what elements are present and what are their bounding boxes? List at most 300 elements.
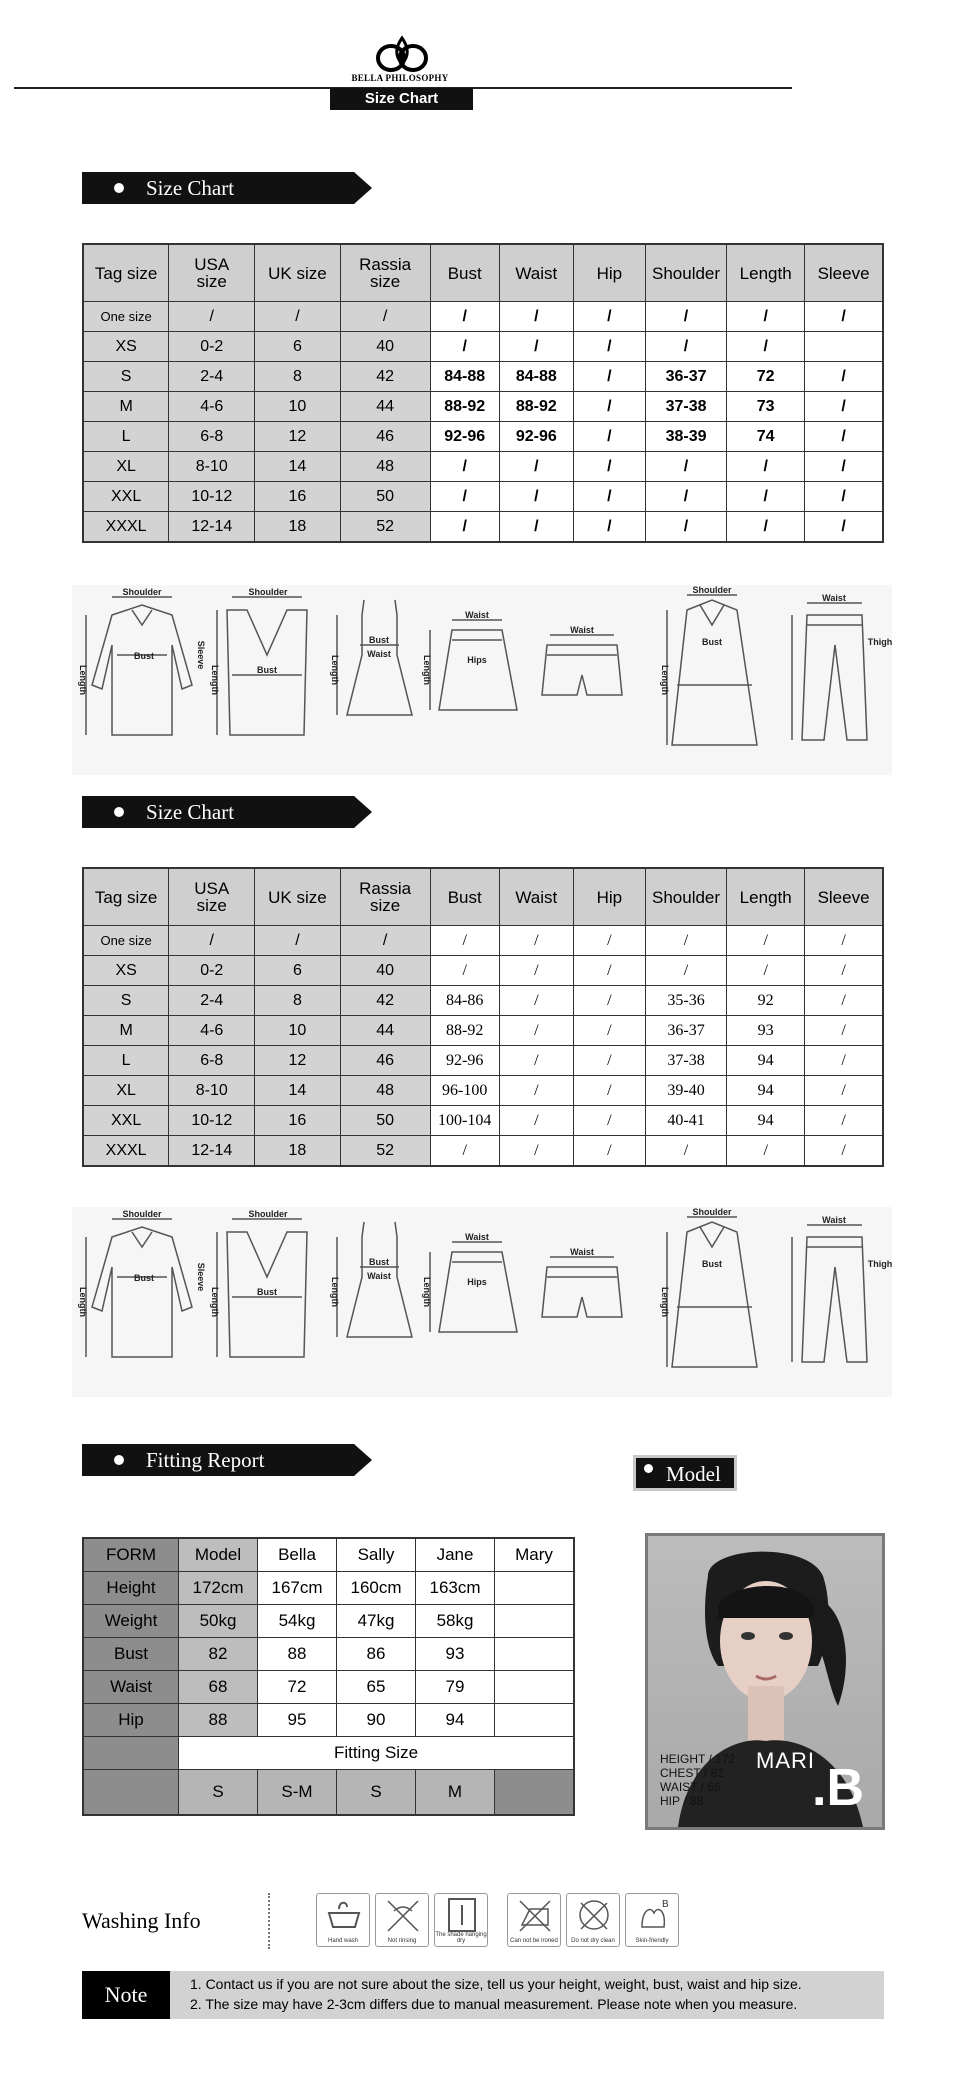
table-cell: / — [430, 452, 499, 482]
table-cell: / — [255, 302, 340, 332]
table-row — [83, 362, 883, 392]
shorts-diagram-icon — [542, 635, 622, 695]
table-cell: / — [255, 926, 340, 956]
table-cell: 14 — [255, 452, 340, 482]
table-cell: 92-96 — [499, 422, 573, 452]
svg-text:B: B — [662, 1899, 669, 1910]
table-cell: 100-104 — [430, 1106, 499, 1136]
table-cell: / — [573, 1016, 645, 1046]
table-cell: 0-2 — [169, 332, 255, 362]
table-cell: S — [83, 362, 169, 392]
model-stat-hip: HIP / 88 — [660, 1794, 704, 1808]
garment-label-length: Length — [330, 1277, 340, 1307]
table-cell: / — [805, 926, 883, 956]
shorts-diagram-icon — [542, 1257, 622, 1317]
table-cell: / — [805, 422, 883, 452]
table-cell: / — [340, 926, 430, 956]
table-cell: / — [573, 422, 645, 452]
garment-label-bust: Bust — [257, 665, 277, 675]
table-row — [83, 1136, 883, 1167]
model-stat-waist: WAIST / 66 — [660, 1780, 721, 1794]
table-cell: 52 — [340, 512, 430, 543]
table-cell: 50 — [340, 482, 430, 512]
table-cell: / — [805, 512, 883, 543]
table-cell: / — [499, 1076, 573, 1106]
table-row — [83, 1076, 883, 1106]
table-cell: / — [805, 986, 883, 1016]
garment-label-shoulder: Shoulder — [692, 585, 732, 595]
table-cell: / — [573, 1106, 645, 1136]
fit-cell: Waist — [83, 1671, 179, 1704]
garment-label-length: Length — [422, 1277, 432, 1307]
skin-friendly-icon — [625, 1893, 679, 1947]
table-cell: 93 — [727, 1016, 805, 1046]
table-cell: 38-39 — [645, 422, 726, 452]
table-cell: 4-6 — [169, 392, 255, 422]
table-cell: / — [727, 512, 805, 543]
table-cell: 10 — [255, 392, 340, 422]
washing-icon-label: Hand wash — [327, 1938, 359, 1944]
garment-label-waist: Waist — [570, 1247, 594, 1257]
fit-header-sally: Sally — [337, 1538, 416, 1572]
fit-cell: 160cm — [337, 1572, 416, 1605]
header-hip: Hip — [573, 244, 645, 302]
table-cell: / — [805, 1046, 883, 1076]
bullet-icon — [114, 807, 124, 817]
table-cell: One size — [83, 926, 169, 956]
table-cell: / — [645, 926, 726, 956]
table-cell: / — [499, 512, 573, 543]
note-line-1: 1. Contact us if you are not sure about the size, tell us your height, weight, bust, waist and hip size. — [190, 1976, 802, 1992]
fitting-report-table — [82, 1537, 575, 1816]
fitting-size-cell: S — [179, 1770, 258, 1816]
model-brand-mark: .B — [812, 1759, 864, 1817]
table-cell: L — [83, 1046, 169, 1076]
garment-label-waist: Waist — [465, 610, 489, 620]
table-row — [83, 332, 883, 362]
hand-wash-icon — [316, 1893, 370, 1947]
table-row — [83, 1016, 883, 1046]
fit-cell — [495, 1572, 575, 1605]
table-cell: / — [573, 392, 645, 422]
table-cell: / — [727, 926, 805, 956]
table-cell: XXL — [83, 482, 169, 512]
fitting-report-title: Fitting Report — [146, 1448, 265, 1472]
fit-header-model: Model — [179, 1538, 258, 1572]
fit-cell: 82 — [179, 1638, 258, 1671]
blouse-diagram-icon — [86, 597, 192, 735]
header-length: Length — [727, 868, 805, 926]
table-cell: / — [499, 986, 573, 1016]
table-cell: 4-6 — [169, 1016, 255, 1046]
table-cell: / — [727, 452, 805, 482]
washing-info-title: Washing Info — [82, 1908, 201, 1933]
table-cell: / — [340, 302, 430, 332]
table-cell: 74 — [727, 422, 805, 452]
table-cell: 50 — [340, 1106, 430, 1136]
table-cell: 18 — [255, 512, 340, 543]
bullet-icon — [114, 1455, 124, 1465]
fit-row — [83, 1638, 574, 1671]
header-uk-size: UK size — [255, 868, 340, 926]
table-cell: XXXL — [83, 1136, 169, 1167]
blouse-diagram-icon — [86, 1219, 192, 1357]
table-row — [83, 422, 883, 452]
table-cell: / — [499, 452, 573, 482]
model-stat-height: HEIGHT / 172 — [660, 1752, 736, 1766]
size-chart-2-banner — [82, 796, 372, 828]
size-chart-2-table — [82, 867, 884, 1167]
fit-cell: Bust — [83, 1638, 179, 1671]
size-chart-1-banner — [82, 172, 372, 204]
fit-cell — [495, 1638, 575, 1671]
table-cell: / — [499, 1106, 573, 1136]
table-cell: XXXL — [83, 512, 169, 543]
model-name: MARI — [756, 1748, 815, 1773]
skirt-diagram-icon — [430, 1242, 517, 1332]
garment-label-hips: Hips — [467, 1277, 487, 1287]
size-chart-1-title: Size Chart — [146, 176, 235, 200]
table-cell: 10-12 — [169, 482, 255, 512]
table-cell: 2-4 — [169, 362, 255, 392]
table-cell: 14 — [255, 1076, 340, 1106]
table-cell: / — [499, 1016, 573, 1046]
table-cell: / — [430, 512, 499, 543]
table-cell: 12-14 — [169, 1136, 255, 1167]
fit-cell: 50kg — [179, 1605, 258, 1638]
no-dry-clean-icon — [566, 1893, 620, 1947]
table-row — [83, 1106, 883, 1136]
garment-label-shoulder: Shoulder — [248, 587, 288, 597]
table-cell: / — [499, 482, 573, 512]
table-cell: 84-88 — [499, 362, 573, 392]
table-cell: 88-92 — [430, 392, 499, 422]
table-cell: 6-8 — [169, 1046, 255, 1076]
table-cell: One size — [83, 302, 169, 332]
fit-cell: Height — [83, 1572, 179, 1605]
table-cell: M — [83, 1016, 169, 1046]
table-cell: 84-86 — [430, 986, 499, 1016]
garment-label-waist: Waist — [465, 1232, 489, 1242]
no-iron-icon — [507, 1893, 561, 1947]
header-shoulder: Shoulder — [645, 244, 726, 302]
garment-label-waist: Waist — [367, 649, 391, 659]
table-cell: 10 — [255, 1016, 340, 1046]
header-hip: Hip — [573, 868, 645, 926]
note-label: Note — [82, 1971, 170, 2019]
garment-label-thigh: Thigh — [867, 1259, 892, 1269]
table-cell: 88-92 — [430, 1016, 499, 1046]
model-stat-chest: CHEST / 82 — [660, 1766, 724, 1780]
table-cell: XXL — [83, 1106, 169, 1136]
table-cell: 40-41 — [645, 1106, 726, 1136]
table-cell: 42 — [340, 362, 430, 392]
table-cell: 92 — [727, 986, 805, 1016]
table-cell: 92-96 — [430, 1046, 499, 1076]
washing-divider — [268, 1893, 270, 1949]
header-usa-size: USA size — [169, 868, 255, 926]
garment-label-length: Length — [422, 655, 432, 685]
table-cell: / — [645, 1136, 726, 1167]
brand-size-chart-tag: Size Chart — [330, 88, 473, 110]
fit-cell: 163cm — [416, 1572, 495, 1605]
fit-row — [83, 1704, 574, 1737]
model-stats — [660, 1752, 735, 1808]
table-cell: / — [805, 1136, 883, 1167]
table-cell: / — [573, 512, 645, 543]
fit-cell: 72 — [258, 1671, 337, 1704]
header-shoulder: Shoulder — [645, 868, 726, 926]
garment-label-waist: Waist — [367, 1271, 391, 1281]
table-row — [83, 302, 883, 332]
fit-cell: 79 — [416, 1671, 495, 1704]
model-title: Model — [666, 1462, 721, 1486]
fit-cell — [495, 1671, 575, 1704]
table-row — [83, 956, 883, 986]
table-row — [83, 986, 883, 1016]
table-cell: / — [573, 1076, 645, 1106]
model-banner — [633, 1455, 737, 1491]
fit-row — [83, 1671, 574, 1704]
table-cell: XS — [83, 956, 169, 986]
header-uk-size: UK size — [255, 244, 340, 302]
table-cell: 48 — [340, 452, 430, 482]
garment-label-length: Length — [78, 665, 88, 695]
bullet-icon — [644, 1464, 653, 1473]
fit-cell: Hip — [83, 1704, 179, 1737]
trousers-diagram-icon — [792, 603, 867, 740]
table-cell: XS — [83, 332, 169, 362]
garment-label-shoulder: Shoulder — [122, 587, 162, 597]
fit-header-bella: Bella — [258, 1538, 337, 1572]
garment-label-length: Length — [78, 1287, 88, 1317]
garment-label-waist: Waist — [822, 1215, 846, 1225]
hang-dry-icon — [434, 1893, 488, 1947]
no-rinsing-icon — [375, 1893, 429, 1947]
table-cell: / — [805, 1016, 883, 1046]
table-cell: / — [499, 1136, 573, 1167]
fit-cell: 58kg — [416, 1605, 495, 1638]
table-cell: 37-38 — [645, 1046, 726, 1076]
trench-coat-diagram-icon — [667, 595, 757, 745]
fitting-size-cell: M — [416, 1770, 495, 1816]
garment-label-thigh: Thigh — [867, 637, 892, 647]
table-cell: 84-88 — [430, 362, 499, 392]
garment-label-bust: Bust — [702, 637, 722, 647]
table-cell: / — [573, 986, 645, 1016]
table-cell: / — [169, 926, 255, 956]
garment-label-hips: Hips — [467, 655, 487, 665]
table-cell: / — [805, 362, 883, 392]
table-cell: 16 — [255, 1106, 340, 1136]
table-cell: / — [805, 482, 883, 512]
garment-label-sleeve: Sleeve — [196, 640, 206, 670]
table-cell: / — [727, 1136, 805, 1167]
garment-label-length: Length — [330, 655, 340, 685]
fit-cell: 47kg — [337, 1605, 416, 1638]
table-cell: 39-40 — [645, 1076, 726, 1106]
table-cell: / — [645, 956, 726, 986]
fit-cell: 68 — [179, 1671, 258, 1704]
fit-cell — [495, 1605, 575, 1638]
table-row — [83, 452, 883, 482]
table-row — [83, 482, 883, 512]
washing-icon-label: Not rinsing — [387, 1938, 417, 1944]
trousers-diagram-icon — [792, 1225, 867, 1362]
table-cell: / — [430, 332, 499, 362]
table-cell: 40 — [340, 956, 430, 986]
table-cell: / — [645, 452, 726, 482]
table-cell: / — [499, 956, 573, 986]
table-cell: 48 — [340, 1076, 430, 1106]
fitting-report-banner — [82, 1444, 372, 1476]
table-row — [83, 512, 883, 543]
garment-label-shoulder: Shoulder — [122, 1209, 162, 1219]
fitting-size-label: Fitting Size — [179, 1737, 575, 1770]
fit-cell: 88 — [179, 1704, 258, 1737]
header-sleeve: Sleeve — [805, 868, 883, 926]
table-cell: / — [805, 452, 883, 482]
header-waist: Waist — [499, 244, 573, 302]
fit-header-mary: Mary — [495, 1538, 575, 1572]
table-cell: / — [573, 1046, 645, 1076]
header-bust: Bust — [430, 244, 499, 302]
garment-label-bust: Bust — [257, 1287, 277, 1297]
table-cell: XL — [83, 452, 169, 482]
table-cell: 92-96 — [430, 422, 499, 452]
table-cell: / — [430, 926, 499, 956]
brand-logo-icon — [367, 34, 437, 74]
table-cell: 2-4 — [169, 986, 255, 1016]
table-cell: / — [805, 1106, 883, 1136]
table-cell: 94 — [727, 1046, 805, 1076]
table-cell: 12 — [255, 422, 340, 452]
table-cell: 35-36 — [645, 986, 726, 1016]
garment-label-bust: Bust — [134, 651, 154, 661]
table-cell: 40 — [340, 332, 430, 362]
fit-cell: Weight — [83, 1605, 179, 1638]
fit-cell: 95 — [258, 1704, 337, 1737]
trench-coat-diagram-icon — [667, 1217, 757, 1367]
fit-cell: 86 — [337, 1638, 416, 1671]
header-usa-size: USA size — [169, 244, 255, 302]
washing-icon-label: The shade hanging dry — [435, 1932, 487, 1944]
fit-cell: 94 — [416, 1704, 495, 1737]
table-cell: 46 — [340, 1046, 430, 1076]
table-cell: / — [573, 956, 645, 986]
table-cell: / — [499, 1046, 573, 1076]
table-cell: 8 — [255, 362, 340, 392]
table-cell: / — [573, 302, 645, 332]
table-cell: / — [805, 956, 883, 986]
table-cell: / — [499, 302, 573, 332]
washing-icon-label: Skin-friendly — [635, 1938, 669, 1944]
garment-label-shoulder: Shoulder — [248, 1209, 288, 1219]
table-cell: M — [83, 392, 169, 422]
garment-label-shoulder: Shoulder — [692, 1207, 732, 1217]
header-rassia-size: Rassia size — [340, 868, 430, 926]
note-line-2: 2. The size may have 2-3cm differs due to manual measurement. Please note when you measure. — [190, 1996, 798, 2012]
table-cell: / — [499, 926, 573, 956]
table-cell: 10-12 — [169, 1106, 255, 1136]
fit-cell: 167cm — [258, 1572, 337, 1605]
table-cell: / — [430, 302, 499, 332]
table-row — [83, 392, 883, 422]
skirt-diagram-icon — [430, 620, 517, 710]
garment-label-bust: Bust — [369, 1257, 389, 1267]
table-cell: / — [573, 452, 645, 482]
table-cell: 37-38 — [645, 392, 726, 422]
garment-label-length: Length — [210, 1287, 220, 1317]
garment-label-waist: Waist — [570, 625, 594, 635]
table-cell: 6 — [255, 332, 340, 362]
table-cell: / — [727, 956, 805, 986]
table-cell: / — [645, 302, 726, 332]
table-cell: / — [573, 482, 645, 512]
table-cell: 12-14 — [169, 512, 255, 543]
garment-label-bust: Bust — [134, 1273, 154, 1283]
table-cell: / — [727, 302, 805, 332]
size-chart-2-title: Size Chart — [146, 800, 235, 824]
garment-diagrams-2 — [72, 1207, 892, 1397]
header-length: Length — [727, 244, 805, 302]
table-cell: 44 — [340, 1016, 430, 1046]
fit-cell — [83, 1737, 179, 1770]
washing-icon-label: Can not be ironed — [510, 1938, 558, 1944]
table-cell: / — [645, 512, 726, 543]
table-cell: 8-10 — [169, 452, 255, 482]
table-cell: 6-8 — [169, 422, 255, 452]
table-cell: 94 — [727, 1076, 805, 1106]
table-cell: / — [573, 926, 645, 956]
table-cell: / — [169, 302, 255, 332]
table-cell: S — [83, 986, 169, 1016]
header-bust: Bust — [430, 868, 499, 926]
table-cell: 8-10 — [169, 1076, 255, 1106]
table-cell: / — [805, 392, 883, 422]
table-cell: / — [499, 332, 573, 362]
garment-diagrams-1 — [72, 585, 892, 775]
table-cell: 73 — [727, 392, 805, 422]
header-tag-size: Tag size — [83, 244, 169, 302]
garment-label-bust: Bust — [369, 635, 389, 645]
garment-label-sleeve: Sleeve — [196, 1262, 206, 1292]
fit-cell — [83, 1770, 179, 1816]
header-rassia-size: Rassia size — [340, 244, 430, 302]
table-cell: 18 — [255, 1136, 340, 1167]
header-sleeve: Sleeve — [805, 244, 883, 302]
fitting-size-cell: S — [337, 1770, 416, 1816]
washing-icon-label: Do not dry clean — [571, 1938, 615, 1944]
fit-cell — [495, 1704, 575, 1737]
fitting-size-cell: S-M — [258, 1770, 337, 1816]
fit-cell: 172cm — [179, 1572, 258, 1605]
fit-cell: 65 — [337, 1671, 416, 1704]
table-cell: / — [727, 332, 805, 362]
table-cell: 8 — [255, 986, 340, 1016]
fitting-size-cell — [495, 1770, 575, 1816]
fit-row — [83, 1572, 574, 1605]
table-cell: / — [727, 482, 805, 512]
table-cell: / — [573, 362, 645, 392]
table-cell: 36-37 — [645, 362, 726, 392]
table-cell: / — [645, 482, 726, 512]
garment-label-length: Length — [210, 665, 220, 695]
fit-cell: 90 — [337, 1704, 416, 1737]
fit-cell: 54kg — [258, 1605, 337, 1638]
garment-label-length: Length — [660, 1287, 670, 1317]
table-cell: 94 — [727, 1106, 805, 1136]
